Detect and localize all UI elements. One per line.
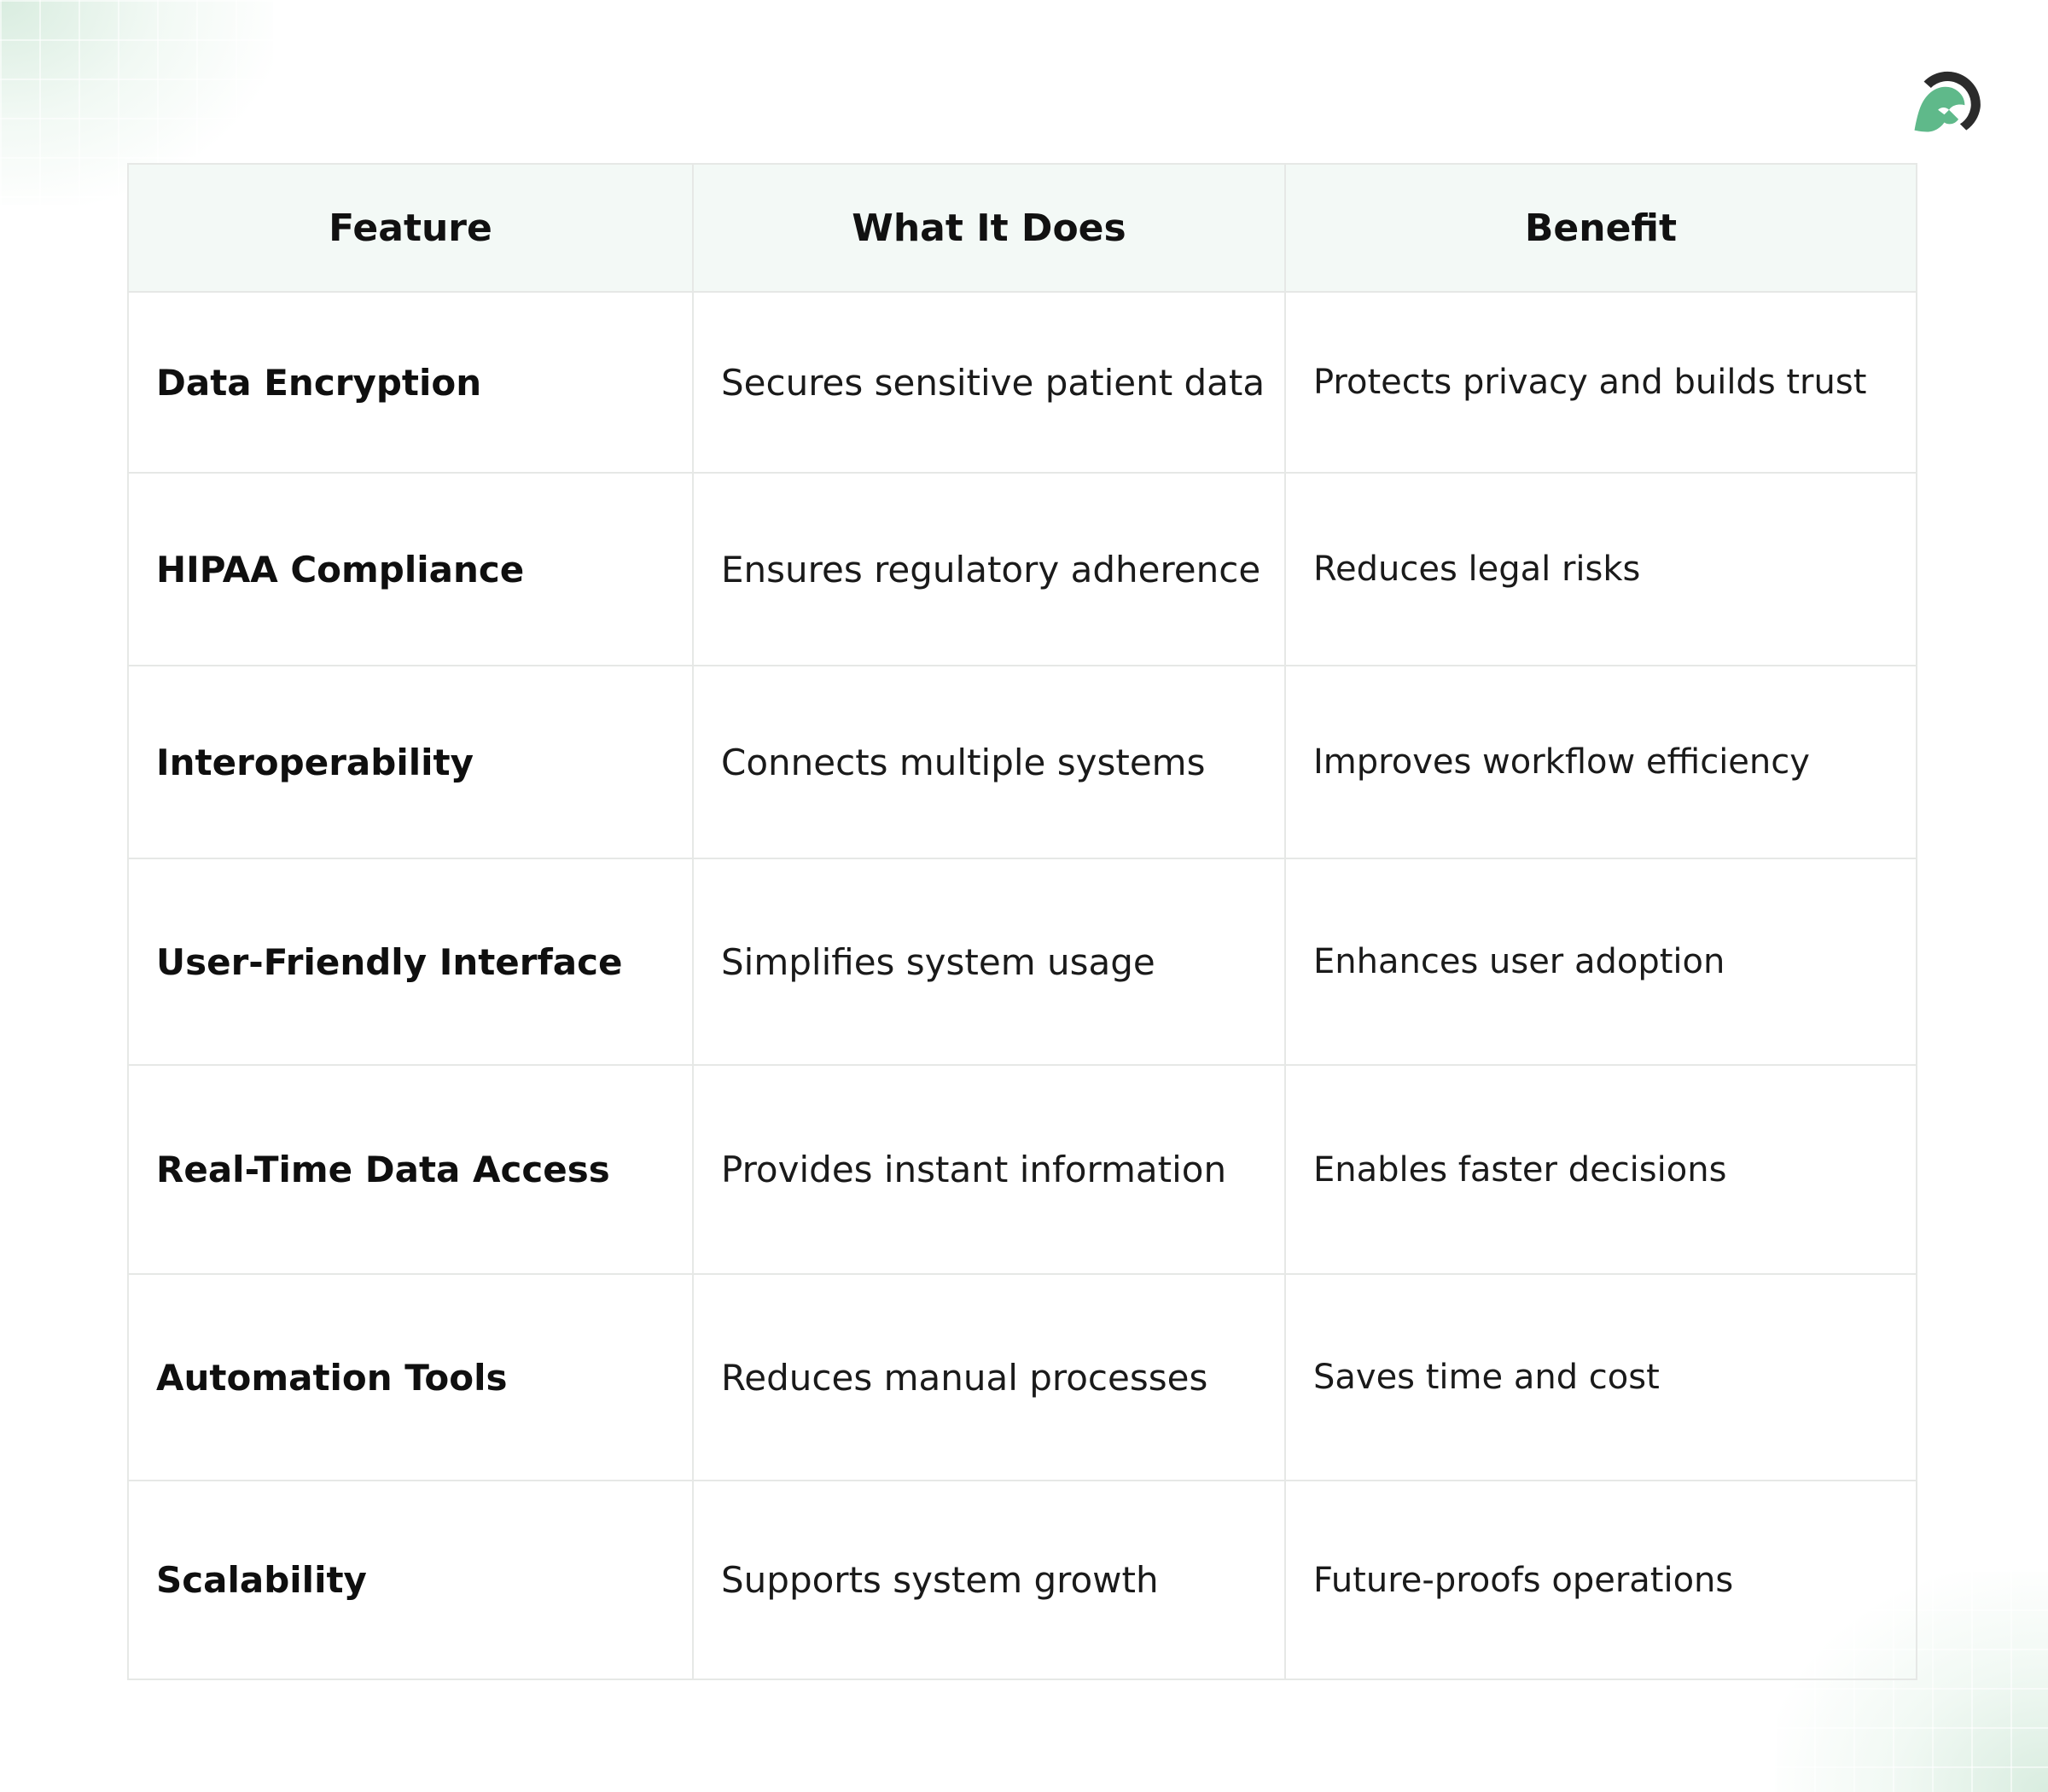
feature-comparison-table xyxy=(127,163,1917,1680)
benefit-cell: Enhances user adoption xyxy=(1285,858,1917,1065)
table-row xyxy=(128,858,1917,1065)
what-it-does-cell: Ensures regulatory adherence xyxy=(693,473,1285,666)
feature-cell: Data Encryption xyxy=(128,292,693,473)
column-header-what-it-does: What It Does xyxy=(693,164,1285,292)
feature-cell: Automation Tools xyxy=(128,1274,693,1481)
table-row xyxy=(128,473,1917,666)
benefit-cell: Improves workflow efficiency xyxy=(1285,666,1917,858)
table-row xyxy=(128,1481,1917,1679)
table-row xyxy=(128,666,1917,858)
what-it-does-cell: Reduces manual processes xyxy=(693,1274,1285,1481)
feature-cell: User-Friendly Interface xyxy=(128,858,693,1065)
what-it-does-cell: Simplifies system usage xyxy=(693,858,1285,1065)
benefit-cell: Saves time and cost xyxy=(1285,1274,1917,1481)
table-row xyxy=(128,292,1917,473)
column-header-feature: Feature xyxy=(128,164,693,292)
what-it-does-cell: Connects multiple systems xyxy=(693,666,1285,858)
what-it-does-cell: Supports system growth xyxy=(693,1481,1285,1679)
benefit-cell: Future-proofs operations xyxy=(1285,1481,1917,1679)
table-header-row xyxy=(128,164,1917,292)
feature-cell: HIPAA Compliance xyxy=(128,473,693,666)
table-header xyxy=(128,164,1917,292)
benefit-cell: Enables faster decisions xyxy=(1285,1065,1917,1274)
feature-cell: Real-Time Data Access xyxy=(128,1065,693,1274)
table-row xyxy=(128,1065,1917,1274)
feature-cell: Interoperability xyxy=(128,666,693,858)
what-it-does-cell: Secures sensitive patient data xyxy=(693,292,1285,473)
table-body xyxy=(128,292,1917,1679)
benefit-cell: Protects privacy and builds trust xyxy=(1285,292,1917,473)
feature-cell: Scalability xyxy=(128,1481,693,1679)
table-row xyxy=(128,1274,1917,1481)
benefit-cell: Reduces legal risks xyxy=(1285,473,1917,666)
column-header-benefit: Benefit xyxy=(1285,164,1917,292)
spartan-helmet-icon xyxy=(1910,58,1988,137)
what-it-does-cell: Provides instant information xyxy=(693,1065,1285,1274)
